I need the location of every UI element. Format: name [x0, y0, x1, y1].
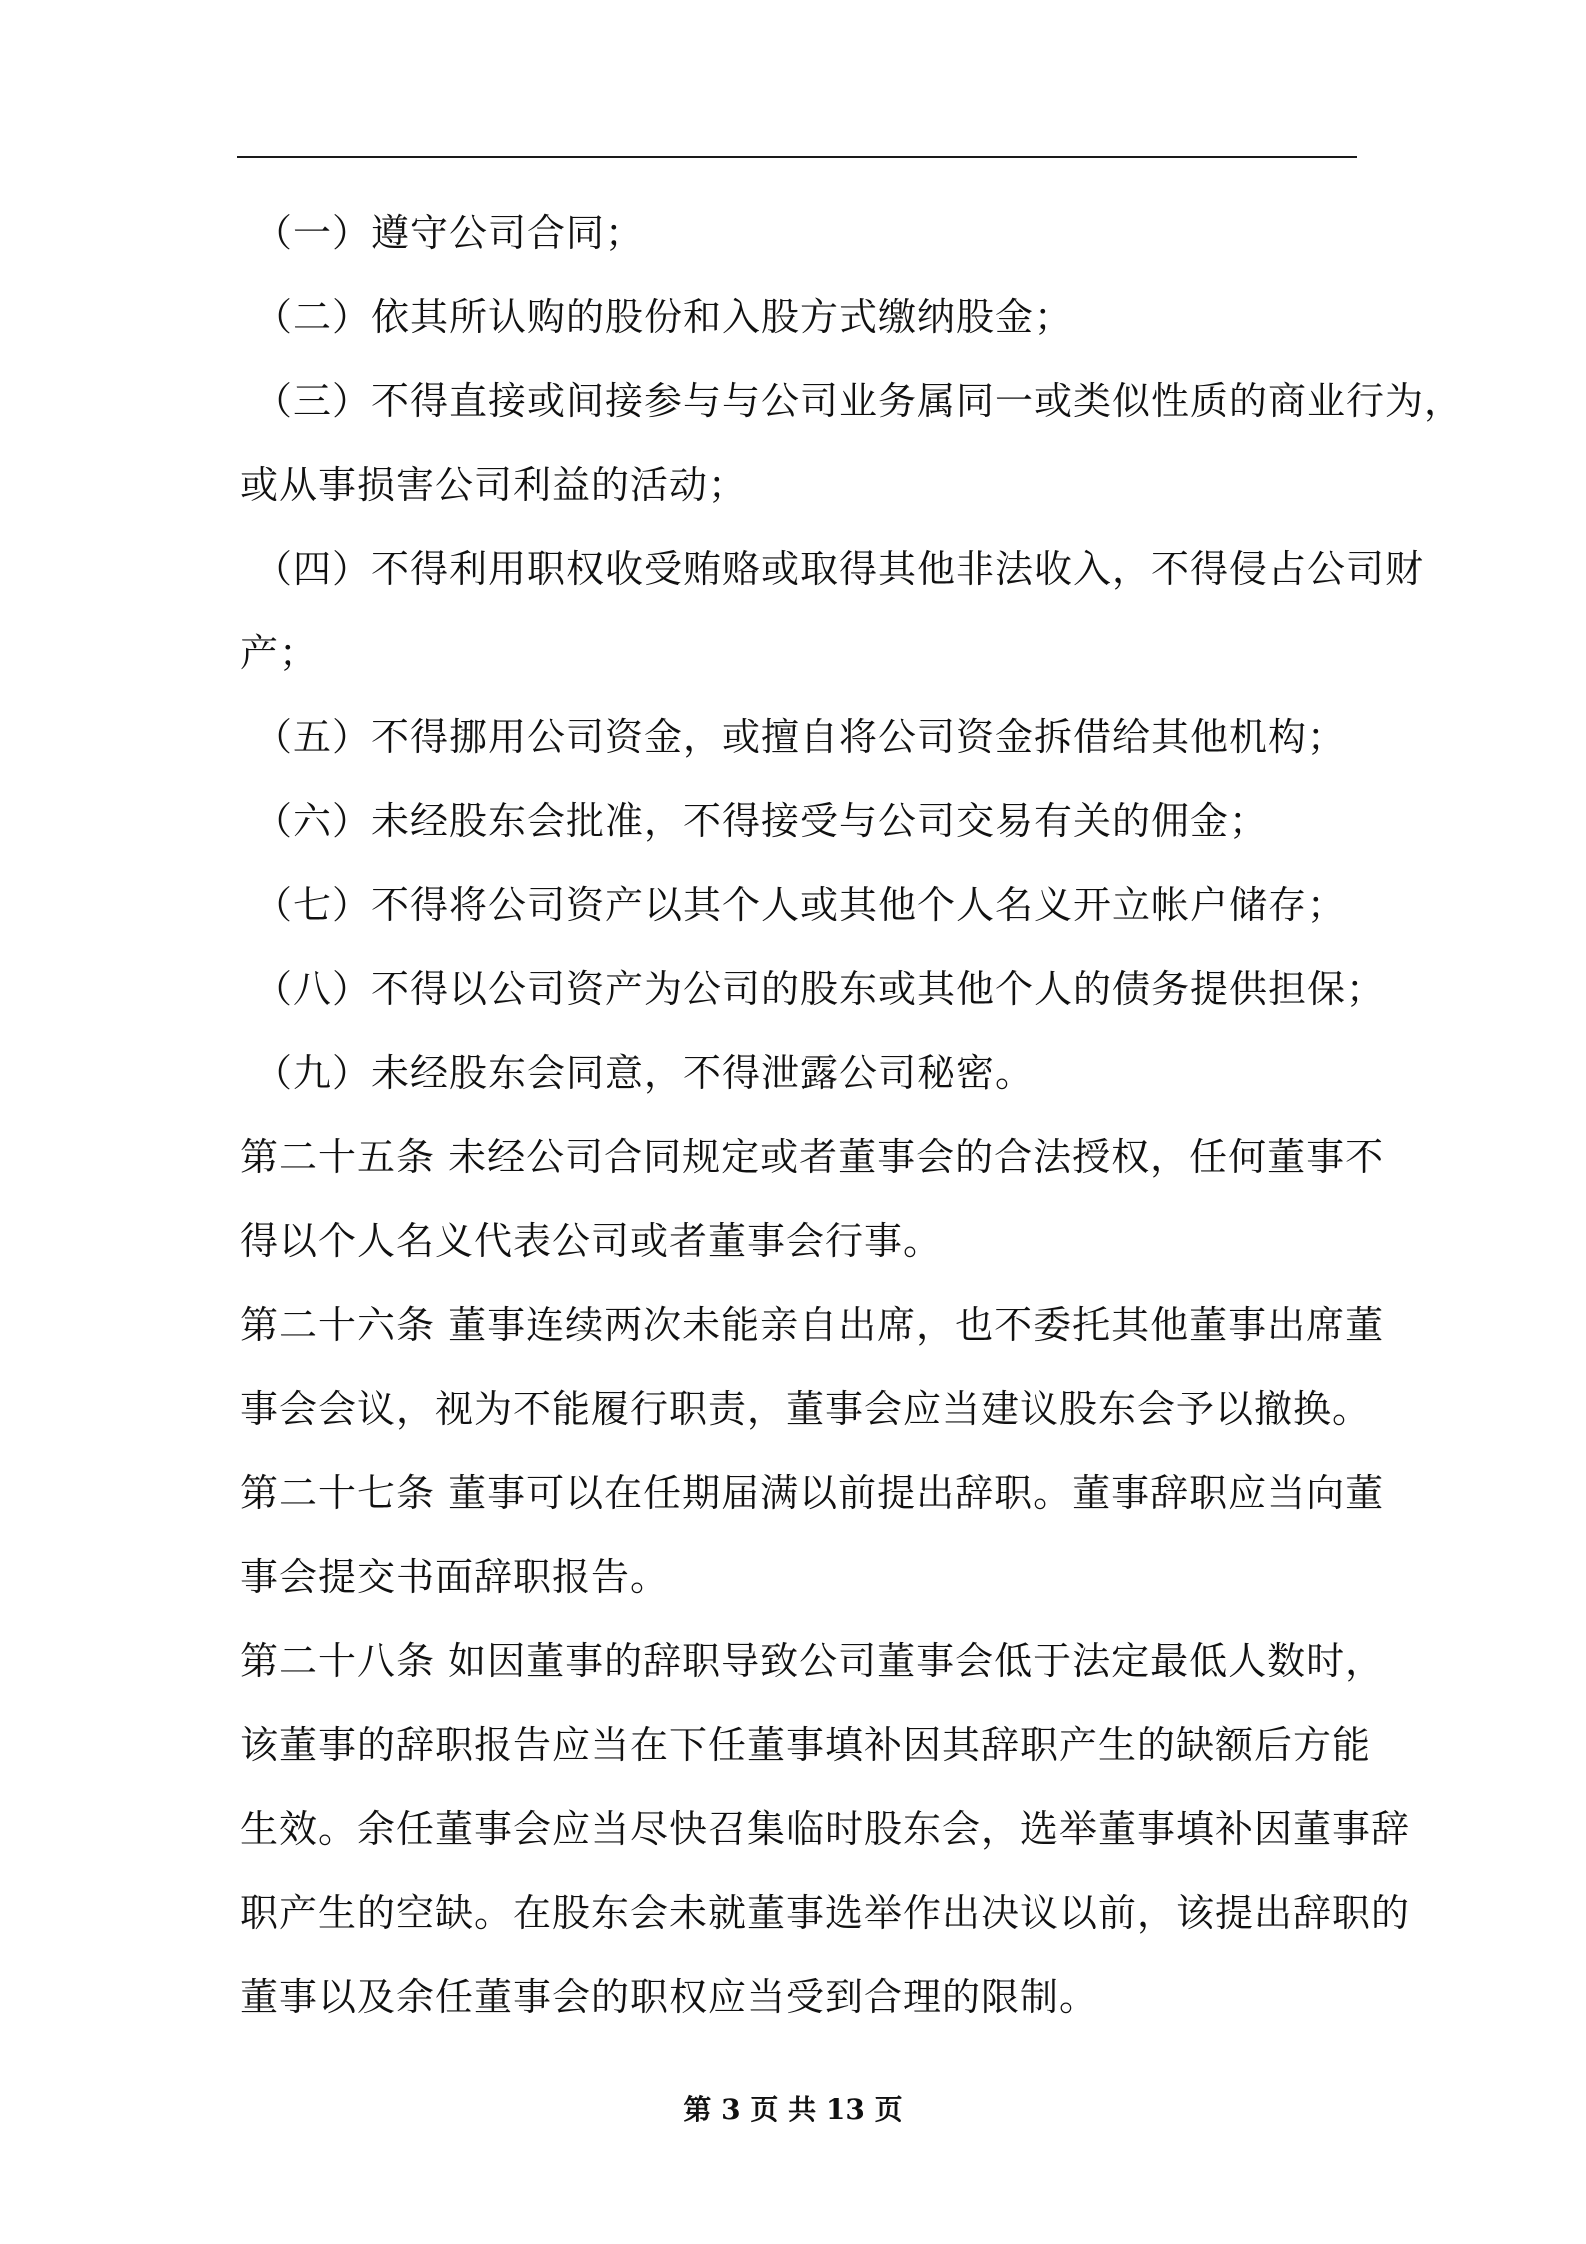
article-28-line-3: 生效。余任董事会应当尽快召集临时股东会，选举董事填补因董事辞: [240, 1807, 1411, 1851]
page-footer: 第 3 页 共 13 页: [683, 2093, 903, 2126]
article-28-line-4: 职产生的空缺。在股东会未就董事选举作出决议以前，该提出辞职的: [240, 1891, 1411, 1935]
clause-item-7: （七）不得将公司资产以其个人或其他个人名义开立帐户储存；: [254, 883, 1347, 927]
clause-item-1: （一）遵守公司合同；: [254, 211, 645, 255]
article-28-line-2: 该董事的辞职报告应当在下任董事填补因其辞职产生的缺额后方能: [240, 1723, 1372, 1767]
clause-item-3-continued: 或从事损害公司利益的活动；: [240, 463, 748, 507]
document-body: [240, 191, 1464, 2039]
clause-item-2: （二）依其所认购的股份和入股方式缴纳股金；: [254, 295, 1074, 339]
article-26-continued: 事会会议，视为不能履行职责，董事会应当建议股东会予以撤换。: [240, 1387, 1372, 1431]
clause-item-4-continued: 产；: [240, 631, 319, 675]
clause-item-9: （九）未经股东会同意，不得泄露公司秘密。: [254, 1051, 1035, 1095]
article-28-line-5: 董事以及余任董事会的职权应当受到合理的限制。: [240, 1975, 1099, 2019]
clause-item-5: （五）不得挪用公司资金，或擅自将公司资金拆借给其他机构；: [254, 715, 1347, 759]
article-27: 第二十七条 董事可以在任期届满以前提出辞职。董事辞职应当向董: [240, 1471, 1385, 1515]
clause-item-8: （八）不得以公司资产为公司的股东或其他个人的债务提供担保；: [254, 967, 1386, 1011]
article-25-continued: 得以个人名义代表公司或者董事会行事。: [240, 1219, 943, 1263]
article-27-continued: 事会提交书面辞职报告。: [240, 1555, 670, 1599]
header-rule: [237, 156, 1357, 158]
article-28: 第二十八条 如因董事的辞职导致公司董事会低于法定最低人数时，: [240, 1639, 1385, 1683]
article-26: 第二十六条 董事连续两次未能亲自出席，也不委托其他董事出席董: [240, 1303, 1385, 1347]
clause-item-3: （三）不得直接或间接参与与公司业务属同一或类似性质的商业行为，: [254, 379, 1464, 423]
clause-item-4: （四）不得利用职权收受贿赂或取得其他非法收入，不得侵占公司财: [254, 547, 1425, 591]
article-25: 第二十五条 未经公司合同规定或者董事会的合法授权，任何董事不: [240, 1135, 1385, 1179]
clause-item-6: （六）未经股东会批准，不得接受与公司交易有关的佣金；: [254, 799, 1269, 843]
